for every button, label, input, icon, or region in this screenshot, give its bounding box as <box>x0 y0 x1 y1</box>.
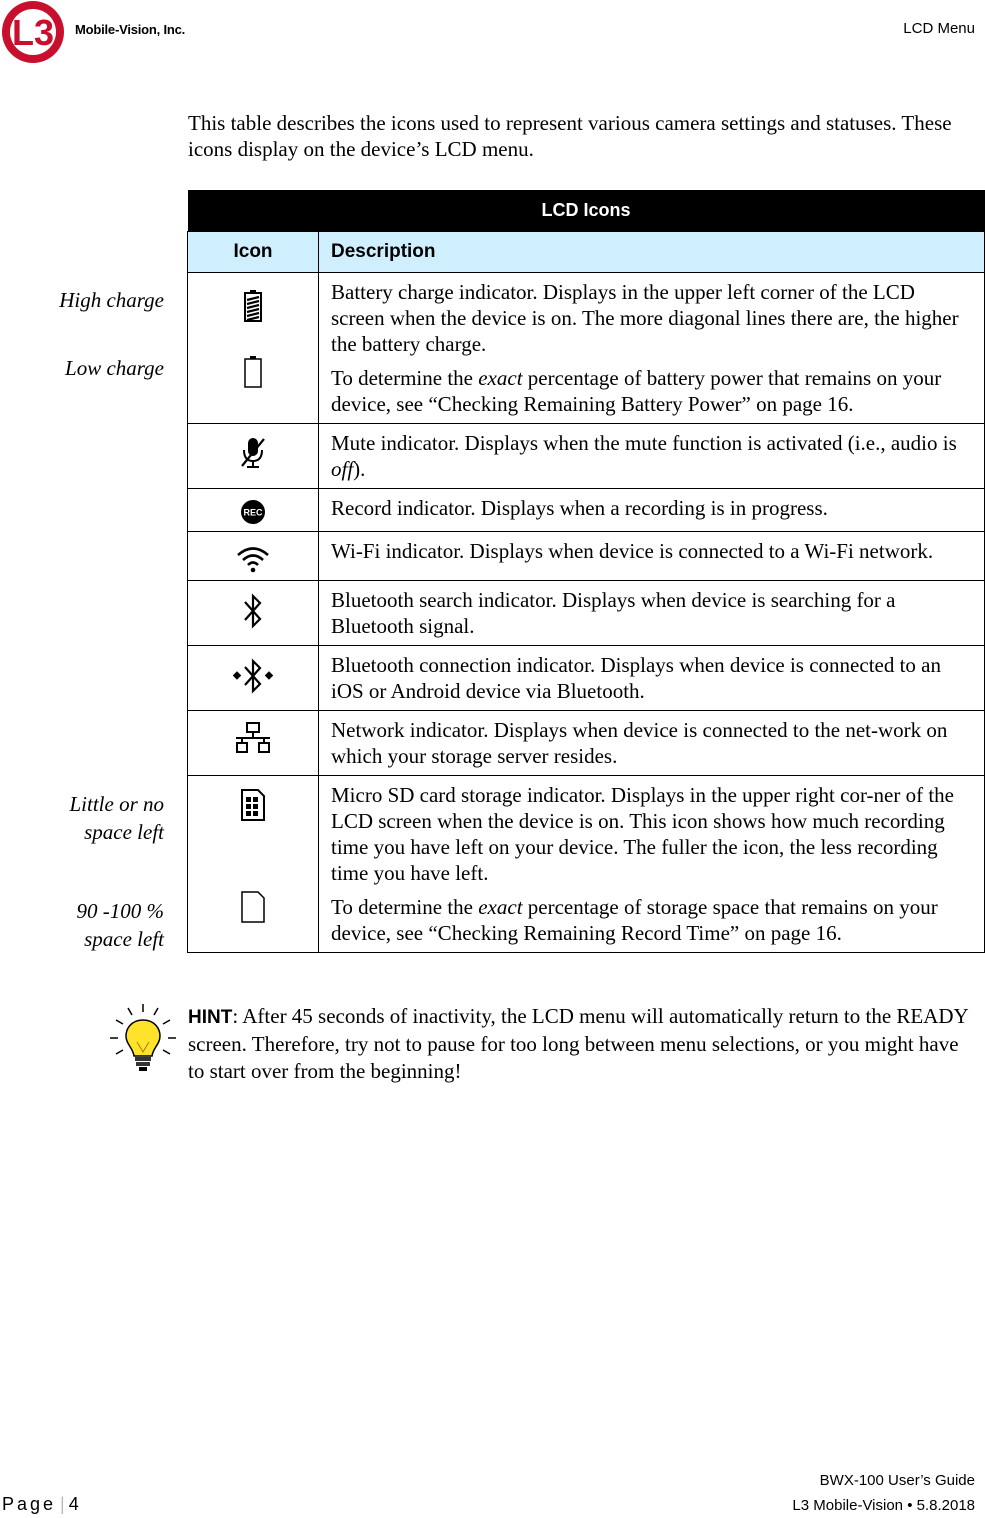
description-cell <box>319 424 985 489</box>
footer-org-date: L3 Mobile-Vision • 5.8.2018 <box>792 1497 975 1514</box>
description-cell <box>319 532 985 581</box>
table-row-network <box>188 711 985 776</box>
label-most-space <box>4 897 164 953</box>
mute-description: Mute indicator. Displays when the mute function is activated (i.e., audio is off). <box>331 431 957 481</box>
icon-cell <box>188 776 319 953</box>
label-high-charge: High charge <box>59 288 164 312</box>
battery-description: Battery charge indicator. Displays in the upper left corner of the LCD screen when the device is on. The more diagonal lines there are, the higher the battery charge. <box>331 280 959 356</box>
table-row-wifi <box>188 532 985 581</box>
battery-exact-note: To determine the exact percentage of battery power that remains on your device, see “Checking Remaining Battery Power” on page 16. <box>331 366 942 416</box>
description-cell <box>319 711 985 776</box>
table-title: LCD Icons <box>188 190 985 232</box>
record-description: Record indicator. Displays when a recording is in progress. <box>331 496 828 520</box>
icon-cell <box>188 646 319 711</box>
icon-cell <box>188 711 319 776</box>
description-cell <box>319 646 985 711</box>
column-header-icon: Icon <box>188 232 319 273</box>
logo-text: L3 <box>11 12 55 53</box>
description-cell <box>319 581 985 646</box>
mute-icon <box>239 436 267 470</box>
label-little-space-line2: space left <box>84 820 164 844</box>
page-number-value: 4 <box>68 1494 82 1514</box>
hint-paragraph <box>188 1003 978 1085</box>
sd-empty-icon <box>240 890 266 924</box>
lightbulb-icon <box>108 1002 178 1076</box>
icon-cell <box>188 581 319 646</box>
table-row-bluetooth-connected <box>188 646 985 711</box>
company-logo <box>0 0 70 66</box>
sd-full-icon <box>240 788 266 822</box>
column-header-description: Description <box>319 232 985 273</box>
table-row-bluetooth-search <box>188 581 985 646</box>
page-number <box>2 1494 82 1515</box>
wifi-icon <box>236 544 270 574</box>
sd-description: Micro SD card storage indicator. Displays in the upper right cor-ner of the LCD screen when the device is on. This icon shows how much recording time you have left on your device. The fuller the icon, the less recording time you have left. <box>331 783 954 885</box>
page-word: Page <box>2 1494 57 1514</box>
intro-paragraph: This table describes the icons used to represent various camera settings and statuses. These icons display on the device’s LCD menu. <box>188 111 952 161</box>
icon-cell <box>188 489 319 532</box>
brand-name: Mobile-Vision, Inc. <box>75 22 186 37</box>
description-cell <box>319 273 985 424</box>
icon-cell <box>188 532 319 581</box>
lcd-icons-table <box>187 190 985 953</box>
hint-label: HINT <box>188 1007 233 1028</box>
bluetooth-connected-icon <box>232 656 274 696</box>
battery-low-icon <box>243 355 263 389</box>
wifi-description: Wi-Fi indicator. Displays when device is connected to a Wi-Fi network. <box>331 539 934 563</box>
label-little-space <box>4 790 164 846</box>
icon-cell <box>188 273 319 424</box>
label-low-charge: Low charge <box>65 356 164 380</box>
record-icon <box>240 499 266 525</box>
hint-text: : After 45 seconds of inactivity, the LCD menu will automatically return to the READY screen. Therefore, try not to pause for too long between menu selections, or you might have to start over from the beginning! <box>188 1004 968 1083</box>
description-cell <box>319 776 985 953</box>
icon-cell <box>188 424 319 489</box>
network-icon <box>234 721 272 755</box>
sd-exact-note: To determine the exact percentage of storage space that remains on your device, see “Checking Remaining Record Time” on page 16. <box>331 895 938 945</box>
bluetooth-icon <box>240 591 266 631</box>
footer-guide-title: BWX-100 User’s Guide <box>819 1472 975 1489</box>
bluetooth-connected-description: Bluetooth connection indicator. Displays when device is connected to an iOS or Android device via Bluetooth. <box>331 653 942 703</box>
label-most-space-line2: space left <box>84 927 164 951</box>
bluetooth-search-description: Bluetooth search indicator. Displays when device is searching for a Bluetooth signal. <box>331 588 896 638</box>
table-row-sd-card <box>188 776 985 953</box>
battery-high-icon <box>243 289 263 323</box>
record-icon-label: REC <box>243 507 263 518</box>
description-cell <box>319 489 985 532</box>
label-little-space-line1: Little or no <box>69 792 164 816</box>
table-row-mute <box>188 424 985 489</box>
table-row-record <box>188 489 985 532</box>
table-row-battery <box>188 273 985 424</box>
network-description: Network indicator. Displays when device is connected to the net-work on which your storage server resides. <box>331 718 948 768</box>
page-separator: | <box>60 1494 65 1514</box>
label-most-space-line1: 90 -100 % <box>76 899 164 923</box>
chapter-title: LCD Menu <box>903 20 975 37</box>
